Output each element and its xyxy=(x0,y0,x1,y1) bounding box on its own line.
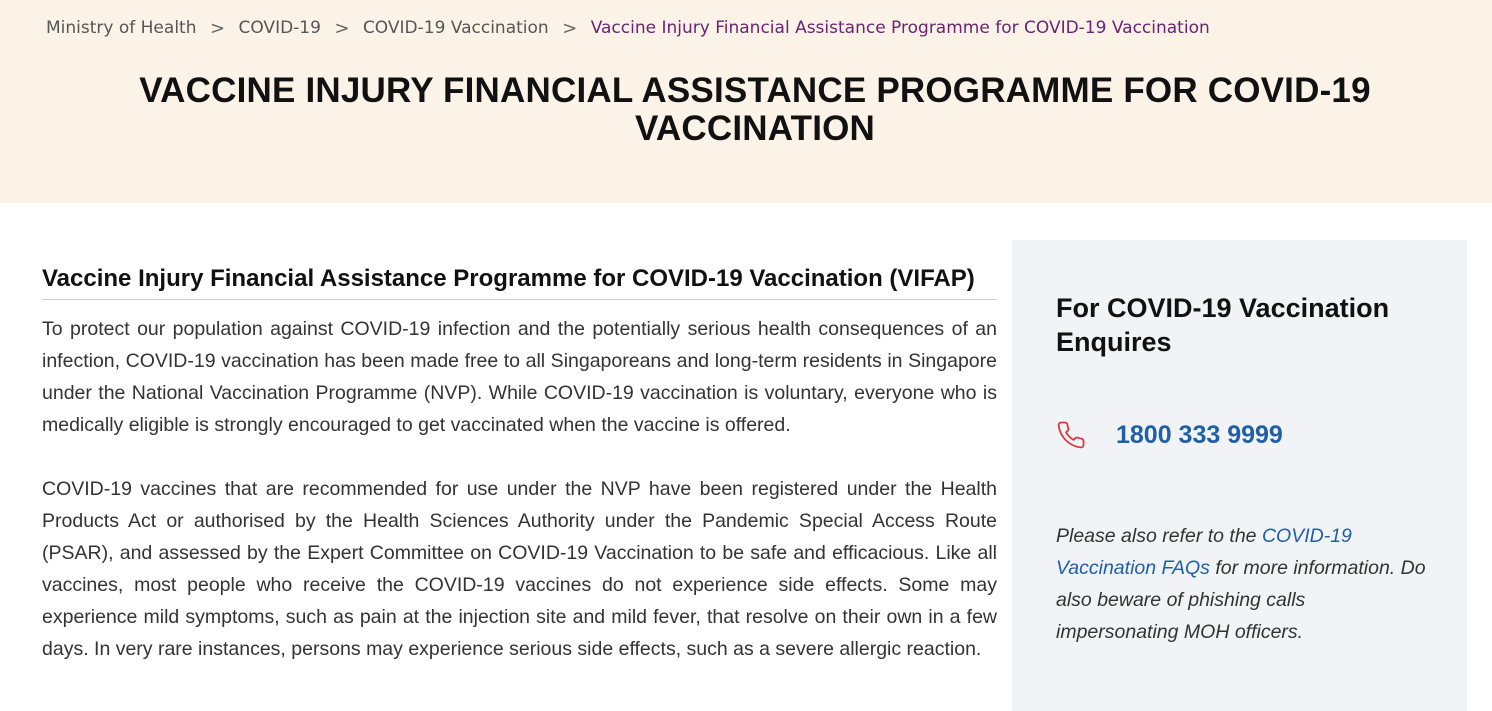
breadcrumb-item-covid-19-vaccination[interactable]: COVID-19 Vaccination xyxy=(362,18,549,38)
breadcrumb-item-covid-19[interactable]: COVID-19 xyxy=(238,18,321,38)
phone-row xyxy=(1056,420,1283,450)
sidebar-title: For COVID-19 Vaccination Enquires xyxy=(1056,293,1390,357)
main-content xyxy=(42,264,997,665)
enquiries-sidebar xyxy=(1012,240,1467,711)
chevron-right-icon: > xyxy=(562,17,578,39)
paragraph-vaccine-safety: COVID-19 vaccines that are recommended for use under the NVP have been registered under the Health Products Act or authorised by the Health Sciences Authority under the Pandemic Special Access Route (PSAR), and assessed by the Expert Committee on COVID-19 Vaccination to be safe and efficacious. Like all vaccines, most people who receive the COVID-19 vaccines do not experience side effects. Some may experience mild symptoms, such as pain at the injection site and mild fever, that resolve on their own in a few days. In very rare instances, persons may experience serious side effects, such as a severe allergic reaction. xyxy=(42,478,997,660)
sidebar-note-after: for more information. Do also beware of phishing calls impersonating MOH officers. xyxy=(1056,557,1426,643)
vaccination-faqs-link[interactable]: COVID-19 Vaccination FAQs xyxy=(1056,525,1352,579)
sidebar-note-before: Please also refer to the xyxy=(1056,525,1262,547)
sidebar-note xyxy=(1056,520,1426,648)
breadcrumb-item-ministry-of-health[interactable]: Ministry of Health xyxy=(46,18,197,38)
page-title: VACCINE INJURY FINANCIAL ASSISTANCE PROGRAMME FOR COVID-19 VACCINATION xyxy=(139,71,1371,148)
breadcrumb xyxy=(46,16,1210,40)
chevron-right-icon: > xyxy=(334,17,350,39)
chevron-right-icon: > xyxy=(209,17,226,39)
phone-number-link[interactable]: 1800 333 9999 xyxy=(1116,420,1283,449)
breadcrumb-current: Vaccine Injury Financial Assistance Programme for COVID-19 Vaccination xyxy=(590,18,1210,38)
section-heading: Vaccine Injury Financial Assistance Programme for COVID-19 Vaccination (VIFAP) xyxy=(42,264,997,300)
page-hero xyxy=(0,0,1492,203)
phone-icon xyxy=(1056,420,1086,450)
paragraph-intro: To protect our population against COVID-19 infection and the potentially serious health consequences of an infection, COVID-19 vaccination has been made free to all Singaporeans and long-term residents in Singapore under the National Vaccination Programme (NVP). While COVID-19 vaccination is voluntary, everyone who is medically eligible is strongly encouraged to get vaccinated when the vaccine is offered. xyxy=(42,318,997,436)
